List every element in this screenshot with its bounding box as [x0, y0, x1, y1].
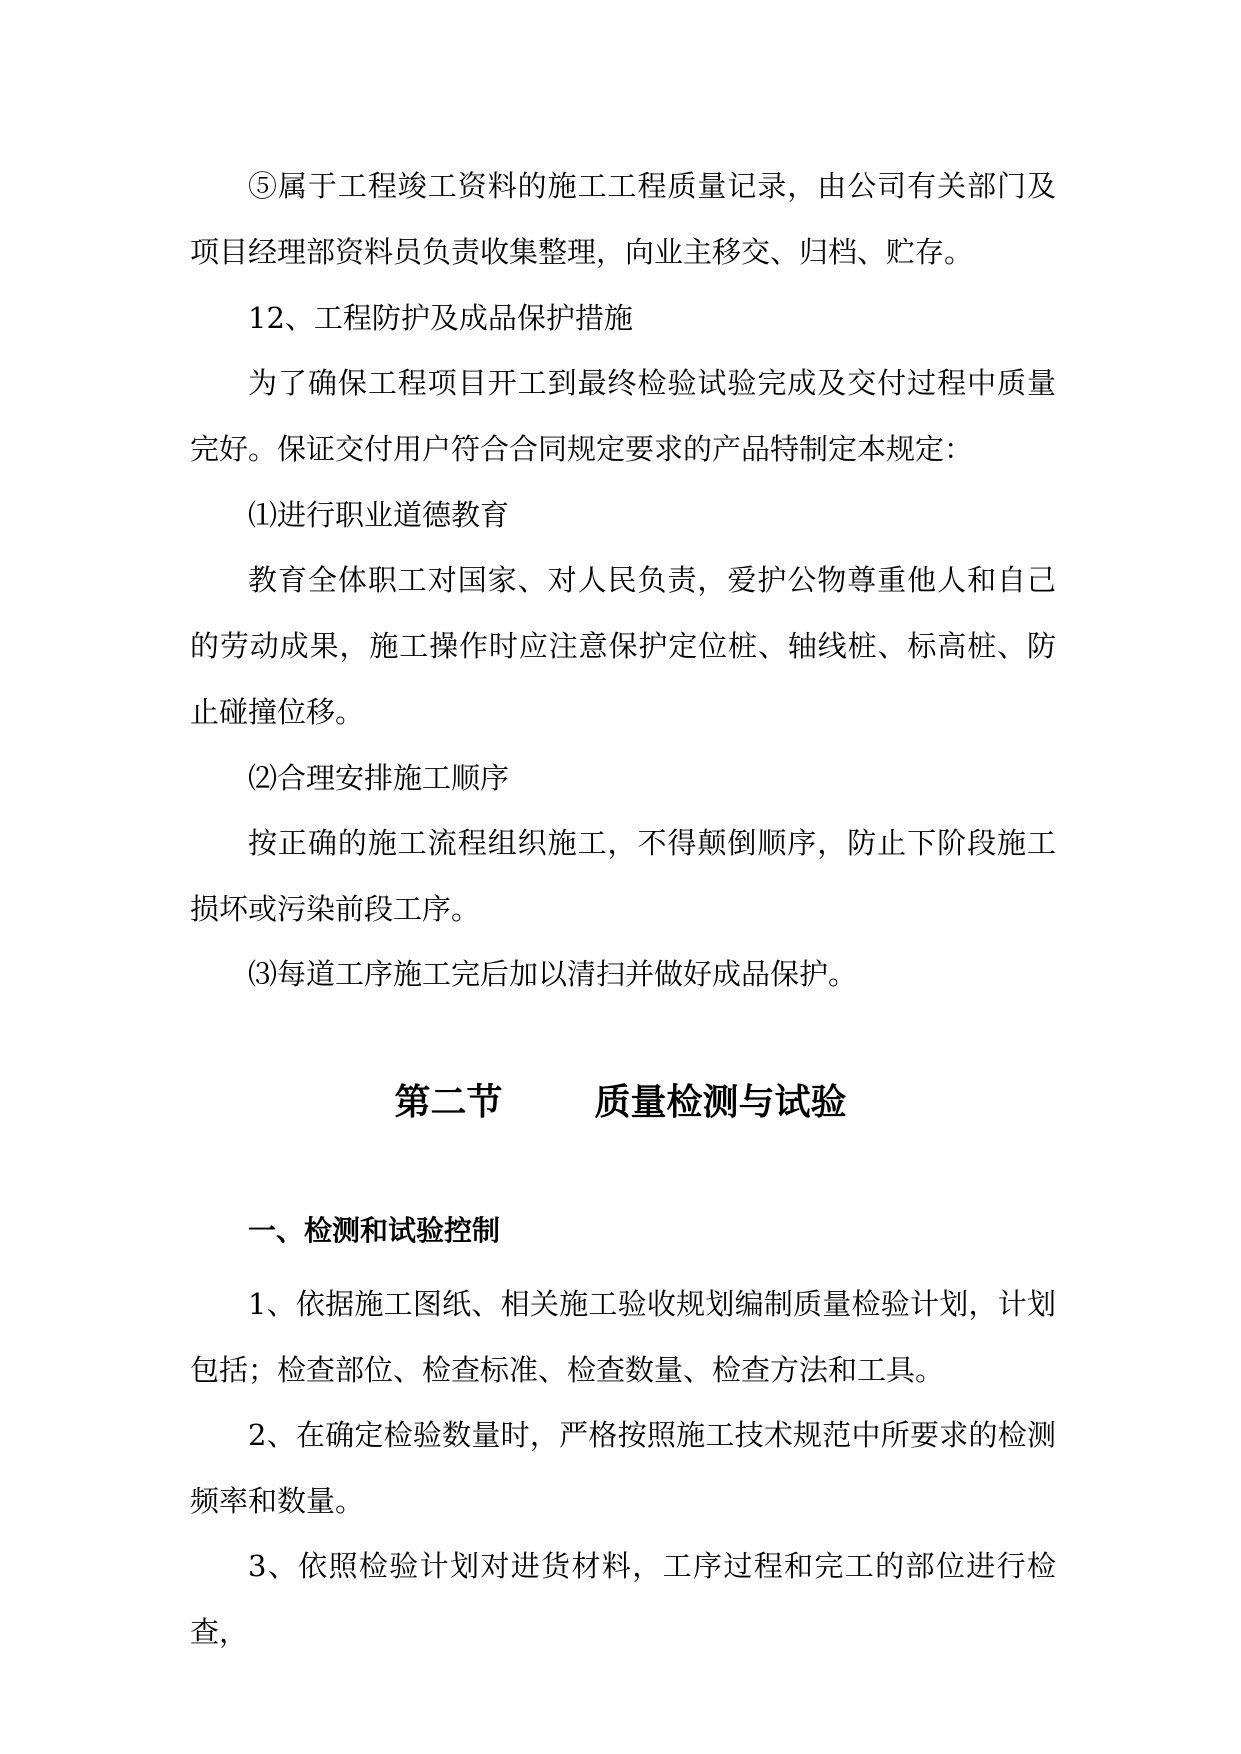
paragraph-ethics-body: 教育全体职工对国家、对人民负责，爱护公物尊重他人和自己的劳动成果，施工操作时应注意保护定位桩、轴线桩、标高桩、防止碰撞位移。	[190, 563, 1056, 729]
item-inspection-plan: 1、依据施工图纸、相关施工验收规划编制质量检验计划，计划包括；检查部位、检查标准、检查数量、检查方法和工具。	[190, 1287, 1056, 1387]
paragraph-sequence-heading: ⑵合理安排施工顺序	[248, 761, 510, 795]
paragraph-protection-purpose: 为了确保工程项目开工到最终检验试验完成及交付过程中质量完好。保证交付用户符合合同规定要求的产品特制定本规定：	[190, 366, 1056, 466]
section-number: 第二节	[394, 1082, 503, 1123]
item-inspection-quantity: 2、在确定检验数量时，严格按照施工技术规范中所要求的检测频率和数量。	[190, 1418, 1056, 1518]
item-inspection-execution: 3、依照检验计划对进货材料，工序过程和完工的部位进行检查，	[190, 1549, 1056, 1649]
paragraph-ethics-heading: ⑴进行职业道德教育	[248, 498, 510, 532]
paragraph-completion-records: ⑤属于工程竣工资料的施工工程质量记录，由公司有关部门及项目经理部资料员负责收集整理，向业主移交、归档、贮存。	[190, 169, 1056, 269]
paragraph-sequence-body: 按正确的施工流程组织施工，不得颠倒顺序，防止下阶段施工损坏或污染前段工序。	[190, 826, 1056, 926]
paragraph-protection-heading: 12、工程防护及成品保护措施	[248, 301, 633, 335]
section-title: 质量检测与试验	[594, 1082, 847, 1123]
section-heading	[0, 1078, 1241, 1128]
paragraph-cleanup: ⑶每道工序施工完后加以清扫并做好成品保护。	[248, 957, 858, 991]
subsection-heading: 一、检测和试验控制	[248, 1214, 501, 1247]
